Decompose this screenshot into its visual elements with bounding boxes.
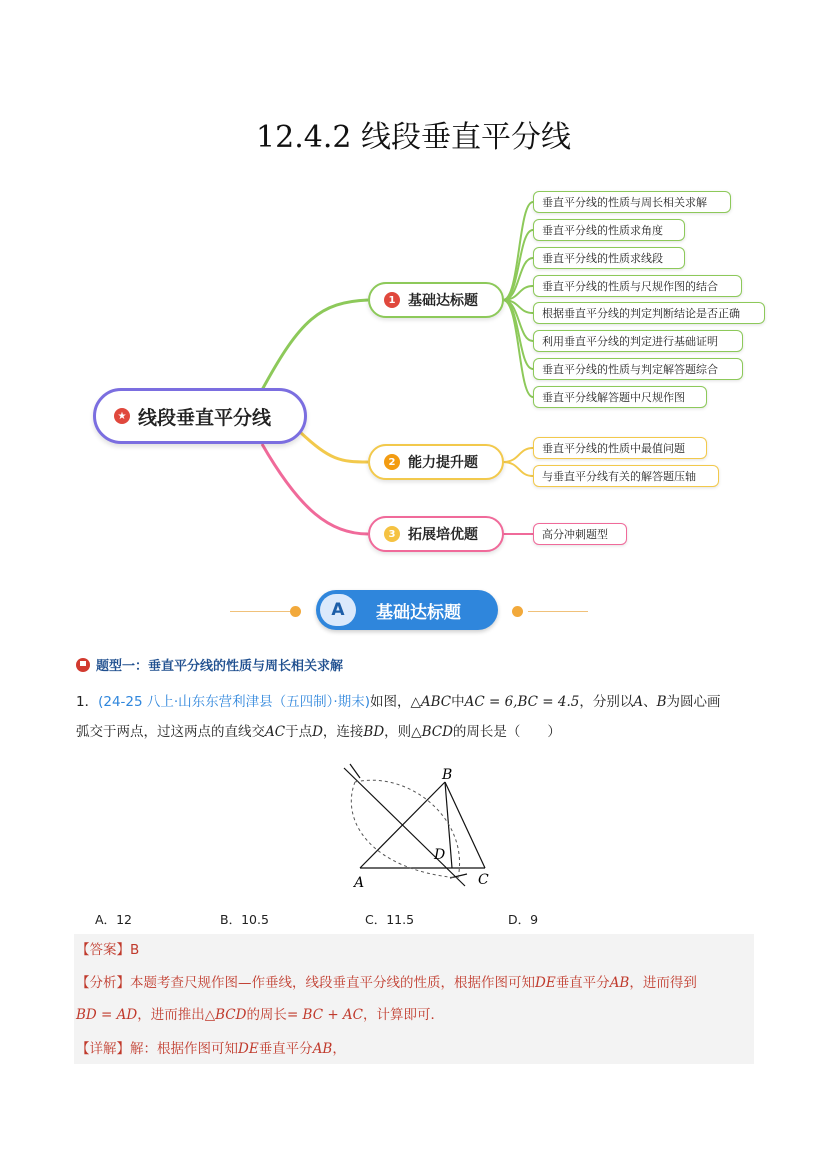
leaf-item: 垂直平分线的性质中最值问题 xyxy=(533,437,707,459)
math-var: DE xyxy=(238,1041,259,1057)
detail-text: 解：根据作图可知 xyxy=(130,1041,238,1057)
label-a: A xyxy=(354,875,365,891)
math-var: BCD xyxy=(215,1007,247,1023)
flag-icon xyxy=(76,658,90,672)
choice-d[interactable] xyxy=(508,910,538,928)
question-type-heading xyxy=(76,655,343,674)
analysis-line-1 xyxy=(76,973,752,993)
choice-key: D． xyxy=(508,912,531,927)
choice-value: 11.5 xyxy=(386,912,415,927)
analysis-label: 【分析】 xyxy=(76,975,130,991)
analysis-text: 本题考查尺规作图—作垂线，线段垂直平分线的性质，根据作图可知 xyxy=(130,975,535,991)
leaf-item: 垂直平分线的性质与周长相关求解 xyxy=(533,191,731,213)
choice-key: A． xyxy=(95,912,117,927)
answer-value: B xyxy=(130,942,140,958)
analysis-text: ，进而得到 xyxy=(629,975,697,991)
section-banner xyxy=(230,590,590,630)
question-text: 为圆心画 xyxy=(666,694,721,710)
question-text: ，则△ xyxy=(384,724,422,740)
analysis-text: ，进而推出△ xyxy=(137,1007,216,1023)
leaf-item: 垂直平分线的性质求线段 xyxy=(533,247,685,269)
number-badge-icon: 2 xyxy=(384,454,400,470)
question-line-1 xyxy=(76,692,756,712)
geometry-figure xyxy=(330,760,500,892)
math-var: AB xyxy=(609,975,630,991)
detail-text: 垂直平分 xyxy=(258,1041,313,1057)
question-text: ，分别以 xyxy=(579,694,634,710)
section-letter: A xyxy=(320,594,356,626)
leaf-item: 垂直平分线的性质求角度 xyxy=(533,219,685,241)
math-var: AB xyxy=(312,1041,333,1057)
question-line-2 xyxy=(76,722,756,742)
question-number: 1． xyxy=(76,694,99,710)
question-type-label: 题型一：垂直平分线的性质与周长相关求解 xyxy=(96,659,344,674)
analysis-text: 的周长 xyxy=(246,1007,287,1023)
branch-basic xyxy=(368,282,504,318)
divider xyxy=(528,611,588,612)
branch-label: 基础达标题 xyxy=(408,293,478,309)
detail-label: 【详解】 xyxy=(76,1041,130,1057)
leaf-item: 高分冲刺题型 xyxy=(533,523,627,545)
answer-line xyxy=(76,940,752,960)
label-c: C xyxy=(478,872,489,888)
number-badge-icon: 3 xyxy=(384,526,400,542)
choice-key: B． xyxy=(220,912,242,927)
choice-c[interactable] xyxy=(365,910,414,928)
question-text: 于点 xyxy=(285,724,313,740)
mind-map xyxy=(0,170,827,560)
math-var: AC xyxy=(265,724,286,740)
branch-label: 能力提升题 xyxy=(408,455,478,471)
question-text: 的周长是（ ） xyxy=(452,724,561,740)
choice-key: C． xyxy=(365,912,387,927)
label-d: D xyxy=(434,847,446,863)
root-label: 线段垂直平分线 xyxy=(138,406,272,429)
math-expr: BD = AD xyxy=(76,1007,138,1023)
analysis-text: ，计算即可． xyxy=(363,1007,445,1023)
leaf-item: 垂直平分线的性质与判定解答题综合 xyxy=(533,358,743,380)
math-var: BD xyxy=(363,724,385,740)
detail-text: ， xyxy=(332,1041,346,1057)
leaf-item: 利用垂直平分线的判定进行基础证明 xyxy=(533,330,743,352)
choice-value: 12 xyxy=(116,912,132,927)
math-expr: AC = 6,BC = 4.5 xyxy=(464,694,580,710)
question-text: 弧交于两点，过这两点的直线交 xyxy=(76,724,265,740)
math-var: D xyxy=(312,724,323,740)
choice-b[interactable] xyxy=(220,910,269,928)
choice-value: 10.5 xyxy=(241,912,269,927)
section-label: 基础达标题 xyxy=(376,602,461,623)
math-var: BCD xyxy=(421,724,453,740)
question-text: 中 xyxy=(451,694,465,710)
question-source: (24-25 八上·山东东营利津县（五四制）·期末) xyxy=(98,694,370,710)
answer-label: 【答案】 xyxy=(76,942,130,958)
label-b: B xyxy=(442,767,453,783)
math-var: A xyxy=(633,694,644,710)
question-text: 如图，△ xyxy=(369,694,421,710)
math-var: DE xyxy=(535,975,556,991)
branch-ability xyxy=(368,444,504,480)
branch-label: 拓展培优题 xyxy=(408,527,478,543)
page-title: 12.4.2 线段垂直平分线 xyxy=(256,120,571,155)
divider xyxy=(230,611,290,612)
choice-a[interactable] xyxy=(95,910,132,928)
dot-icon xyxy=(512,606,523,617)
question-text: ，连接 xyxy=(322,724,364,740)
analysis-text: 垂直平分 xyxy=(555,975,610,991)
leaf-item: 垂直平分线解答题中尺规作图 xyxy=(533,386,707,408)
math-var: B xyxy=(656,694,667,710)
dot-icon xyxy=(290,606,301,617)
analysis-line-2 xyxy=(76,1005,752,1025)
choice-value: 9 xyxy=(530,912,539,927)
math-var: ABC xyxy=(420,694,452,710)
mind-map-root xyxy=(93,388,307,444)
section-banner-pill xyxy=(316,590,498,630)
detail-line xyxy=(76,1039,752,1059)
star-icon: ★ xyxy=(114,408,130,424)
leaf-item: 根据垂直平分线的判定判断结论是否正确 xyxy=(533,302,765,324)
leaf-item: 与垂直平分线有关的解答题压轴 xyxy=(533,465,719,487)
branch-advanced xyxy=(368,516,504,552)
question-text: 、 xyxy=(643,694,657,710)
leaf-item: 垂直平分线的性质与尺规作图的结合 xyxy=(533,275,742,297)
number-badge-icon: 1 xyxy=(384,292,400,308)
math-expr: = BC + AC xyxy=(286,1007,364,1023)
